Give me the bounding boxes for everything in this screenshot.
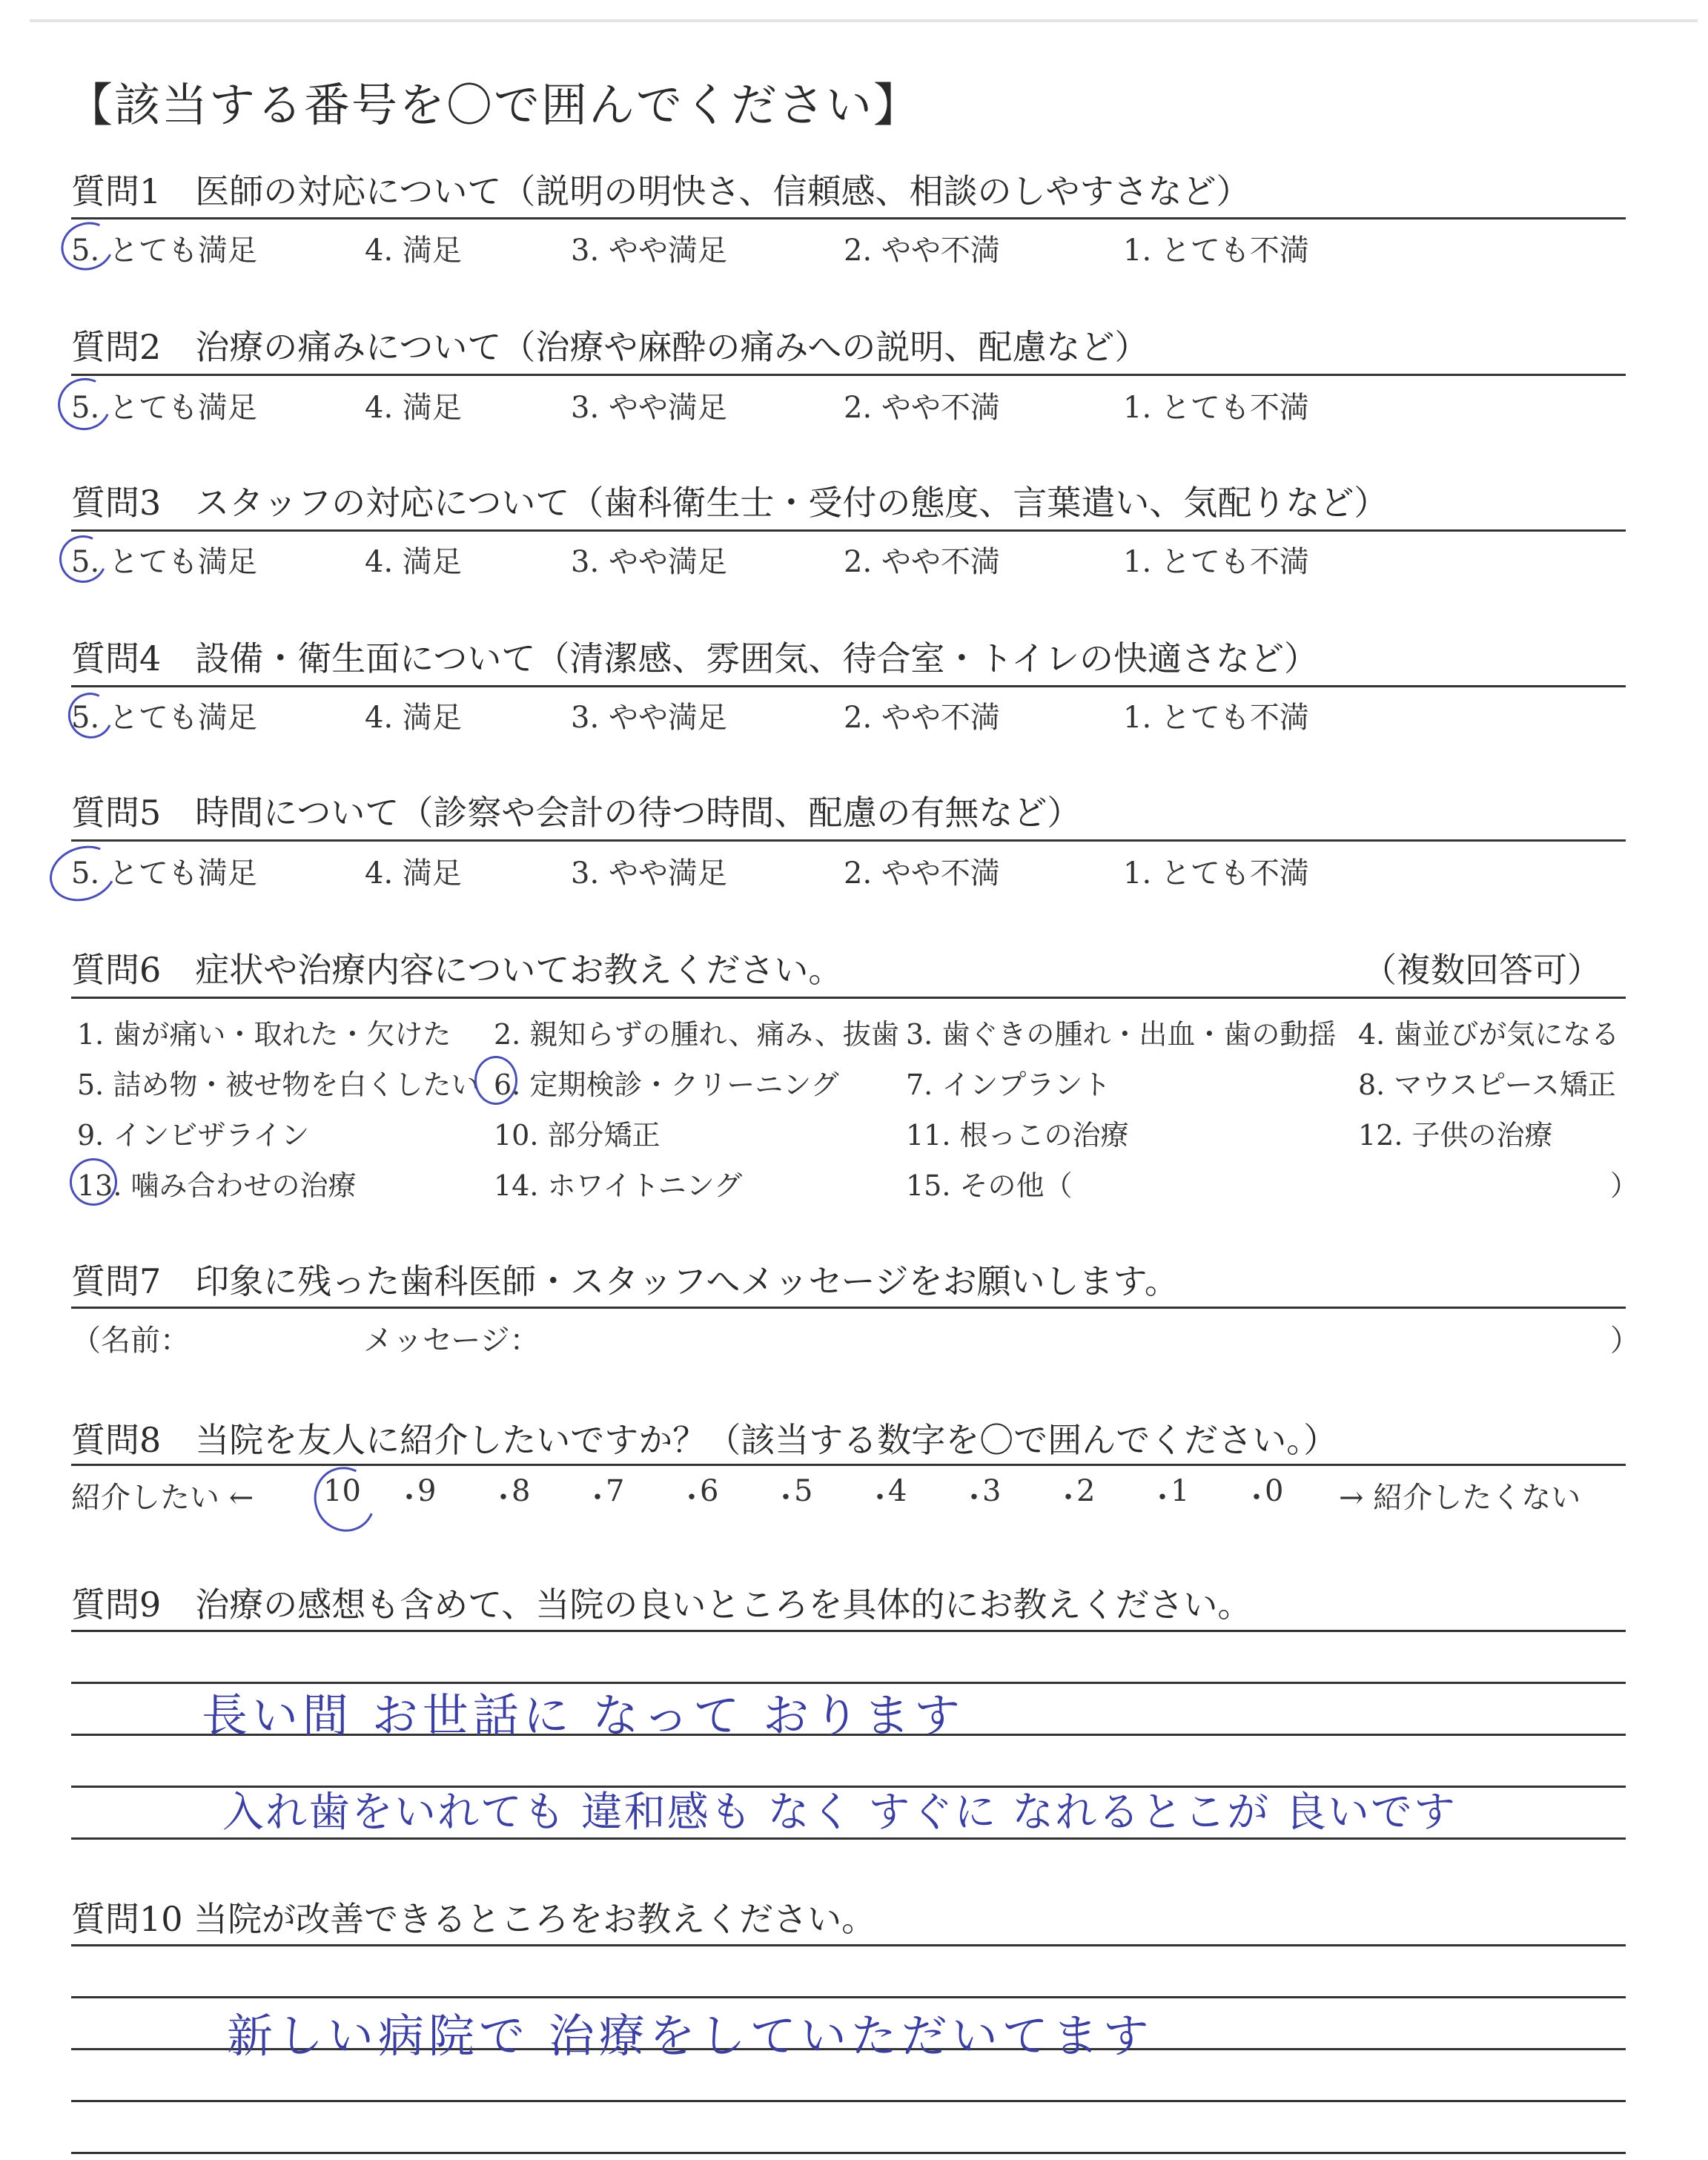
question-8-title: 質問8 当院を友人に紹介したいですか？（該当する数字を〇で囲んでください。） [71, 1420, 1338, 1460]
option-2[interactable]: 2. やや不満 [844, 234, 1000, 268]
q6-option-3[interactable]: 3. 歯ぐきの腫れ・出血・歯の動揺 [906, 1018, 1337, 1051]
option-2[interactable]: 2. やや不満 [844, 856, 1000, 891]
q8-right-label: → 紹介したくない [1339, 1481, 1581, 1515]
option-3[interactable]: 3. やや満足 [571, 856, 727, 891]
option-5[interactable]: 5. とても満足 [71, 701, 257, 735]
q6-option-10[interactable]: 10. 部分矯正 [494, 1119, 661, 1152]
q8-scale-separator: ・ [583, 1481, 612, 1515]
option-5[interactable]: 5. とても満足 [71, 391, 257, 425]
q10-answer-line-1: 新しい病院で 治療をしていただいてます [227, 2009, 1153, 2063]
q6-option-4[interactable]: 4. 歯並びが気になる [1358, 1018, 1620, 1051]
q8-scale-value[interactable]: 5 [794, 1474, 813, 1508]
q6-option-15-close: ） [1610, 1169, 1639, 1202]
rule [71, 839, 1626, 842]
handwritten-circle-mark [70, 1158, 117, 1206]
option-3[interactable]: 3. やや満足 [571, 234, 727, 268]
q6-option-5[interactable]: 5. 詰め物・被せ物を白くしたい [77, 1069, 480, 1101]
question-6-title: 質問6 症状や治療内容についてお教えください。 [71, 950, 843, 990]
option-3[interactable]: 3. やや満足 [571, 391, 727, 425]
option-2[interactable]: 2. やや不満 [844, 545, 1000, 579]
q6-option-1[interactable]: 1. 歯が痛い・取れた・欠けた [77, 1018, 451, 1051]
question-9-title: 質問9 治療の感想も含めて、当院の良いところを具体的にお教えください。 [71, 1585, 1252, 1625]
rule [71, 1944, 1626, 1946]
q8-scale-separator: ・ [865, 1481, 895, 1515]
question-4-title: 質問4 設備・衛生面について（清潔感、雰囲気、待合室・トイレの快適さなど） [71, 638, 1319, 678]
q6-option-11[interactable]: 11. 根っこの治療 [906, 1119, 1129, 1152]
option-1[interactable]: 1. とても不満 [1123, 856, 1309, 891]
question-6-note: （複数回答可） [1363, 950, 1601, 990]
option-4[interactable]: 4. 満足 [365, 856, 462, 891]
rule [71, 1630, 1626, 1632]
q8-scale-value[interactable]: 8 [512, 1474, 531, 1508]
scan-top-edge [30, 19, 1698, 22]
q6-option-7[interactable]: 7. インプラント [906, 1069, 1111, 1101]
q7-message-label: メッセージ： [363, 1324, 540, 1358]
handwritten-circle-mark [305, 1459, 384, 1541]
option-1[interactable]: 1. とても不満 [1123, 701, 1309, 735]
q8-scale-value[interactable]: 2 [1076, 1474, 1096, 1508]
q8-scale-separator: ・ [677, 1481, 706, 1515]
option-4[interactable]: 4. 満足 [365, 391, 462, 425]
q8-scale-separator: ・ [1242, 1481, 1271, 1515]
handwritten-circle-mark [50, 371, 119, 437]
question-7-title: 質問7 印象に残った歯科医師・スタッフへメッセージをお願いします。 [71, 1261, 1179, 1301]
handwritten-circle-mark [474, 1056, 517, 1105]
option-5[interactable]: 5. とても満足 [71, 545, 257, 579]
q6-option-14[interactable]: 14. ホワイトニング [494, 1169, 743, 1202]
q8-scale-separator: ・ [489, 1481, 518, 1515]
q6-option-2[interactable]: 2. 親知らずの腫れ、痛み、抜歯 [494, 1018, 899, 1051]
q6-option-8[interactable]: 8. マウスピース矯正 [1358, 1069, 1616, 1101]
option-4[interactable]: 4. 満足 [365, 234, 462, 268]
q6-option-15[interactable]: 15. その他（ [906, 1169, 1073, 1202]
rule [71, 685, 1626, 687]
option-1[interactable]: 1. とても不満 [1123, 545, 1309, 579]
question-5-title: 質問5 時間について（診察や会計の待つ時間、配慮の有無など） [71, 793, 1082, 833]
q8-scale-separator: ・ [1053, 1481, 1083, 1515]
rule [71, 374, 1626, 376]
q6-option-6[interactable]: 6. 定期検診・クリーニング [494, 1069, 839, 1101]
q8-scale-value[interactable]: 9 [417, 1474, 437, 1508]
form-heading: 【該当する番号を〇で囲んでください】 [67, 78, 921, 132]
option-3[interactable]: 3. やや満足 [571, 545, 727, 579]
q6-option-12[interactable]: 12. 子供の治療 [1358, 1119, 1553, 1152]
question-10-title: 質問10 当院が改善できるところをお教えください。 [71, 1899, 876, 1939]
q8-scale-value[interactable]: 1 [1171, 1474, 1190, 1508]
rule [71, 1464, 1626, 1466]
option-4[interactable]: 4. 満足 [365, 701, 462, 735]
option-4[interactable]: 4. 満足 [365, 545, 462, 579]
option-5[interactable]: 5. とても満足 [71, 234, 257, 268]
option-1[interactable]: 1. とても不満 [1123, 391, 1309, 425]
handwritten-circle-mark [42, 836, 124, 910]
q7-close-paren: ） [1610, 1324, 1640, 1358]
question-2-title: 質問2 治療の痛みについて（治療や麻酔の痛みへの説明、配慮など） [71, 327, 1149, 367]
q7-name-label: （名前： [71, 1324, 190, 1358]
q6-option-9[interactable]: 9. インビザライン [77, 1119, 310, 1152]
q8-scale-value[interactable]: 4 [888, 1474, 907, 1508]
q8-scale-separator: ・ [771, 1481, 801, 1515]
rule [71, 1307, 1626, 1309]
question-1-title: 質問1 医師の対応について（説明の明快さ、信頼感、相談のしやすさなど） [71, 171, 1251, 211]
option-2[interactable]: 2. やや不満 [844, 391, 1000, 425]
rule [71, 217, 1626, 219]
q9-answer-line-1: 長い間 お世話に なって おります [202, 1688, 965, 1743]
rule [71, 1996, 1626, 1998]
rule [71, 2152, 1626, 2154]
q6-option-13[interactable]: 13. 噛み合わせの治療 [77, 1169, 357, 1202]
q8-scale-value[interactable]: 7 [606, 1474, 625, 1508]
rule [71, 2100, 1626, 2102]
option-1[interactable]: 1. とても不満 [1123, 234, 1309, 268]
question-3-title: 質問3 スタッフの対応について（歯科衛生士・受付の態度、言葉遣い、気配りなど） [71, 483, 1388, 523]
q8-scale-separator: ・ [1148, 1481, 1177, 1515]
q8-scale-separator: ・ [959, 1481, 989, 1515]
rule [71, 529, 1626, 532]
option-3[interactable]: 3. やや満足 [571, 701, 727, 735]
option-2[interactable]: 2. やや不満 [844, 701, 1000, 735]
option-5[interactable]: 5. とても満足 [71, 856, 257, 891]
q9-answer-line-2: 入れ歯をいれても 違和感も なく すぐに なれるとこが 良いです [222, 1789, 1457, 1837]
q8-scale-value[interactable]: 0 [1265, 1474, 1284, 1508]
q8-scale-value[interactable]: 3 [982, 1474, 1002, 1508]
q8-scale-value[interactable]: 6 [700, 1474, 719, 1508]
q8-scale-value[interactable]: 10 [323, 1474, 361, 1508]
rule [71, 997, 1626, 999]
q8-left-label: 紹介したい ← [71, 1481, 254, 1515]
q8-scale-separator: ・ [394, 1481, 424, 1515]
